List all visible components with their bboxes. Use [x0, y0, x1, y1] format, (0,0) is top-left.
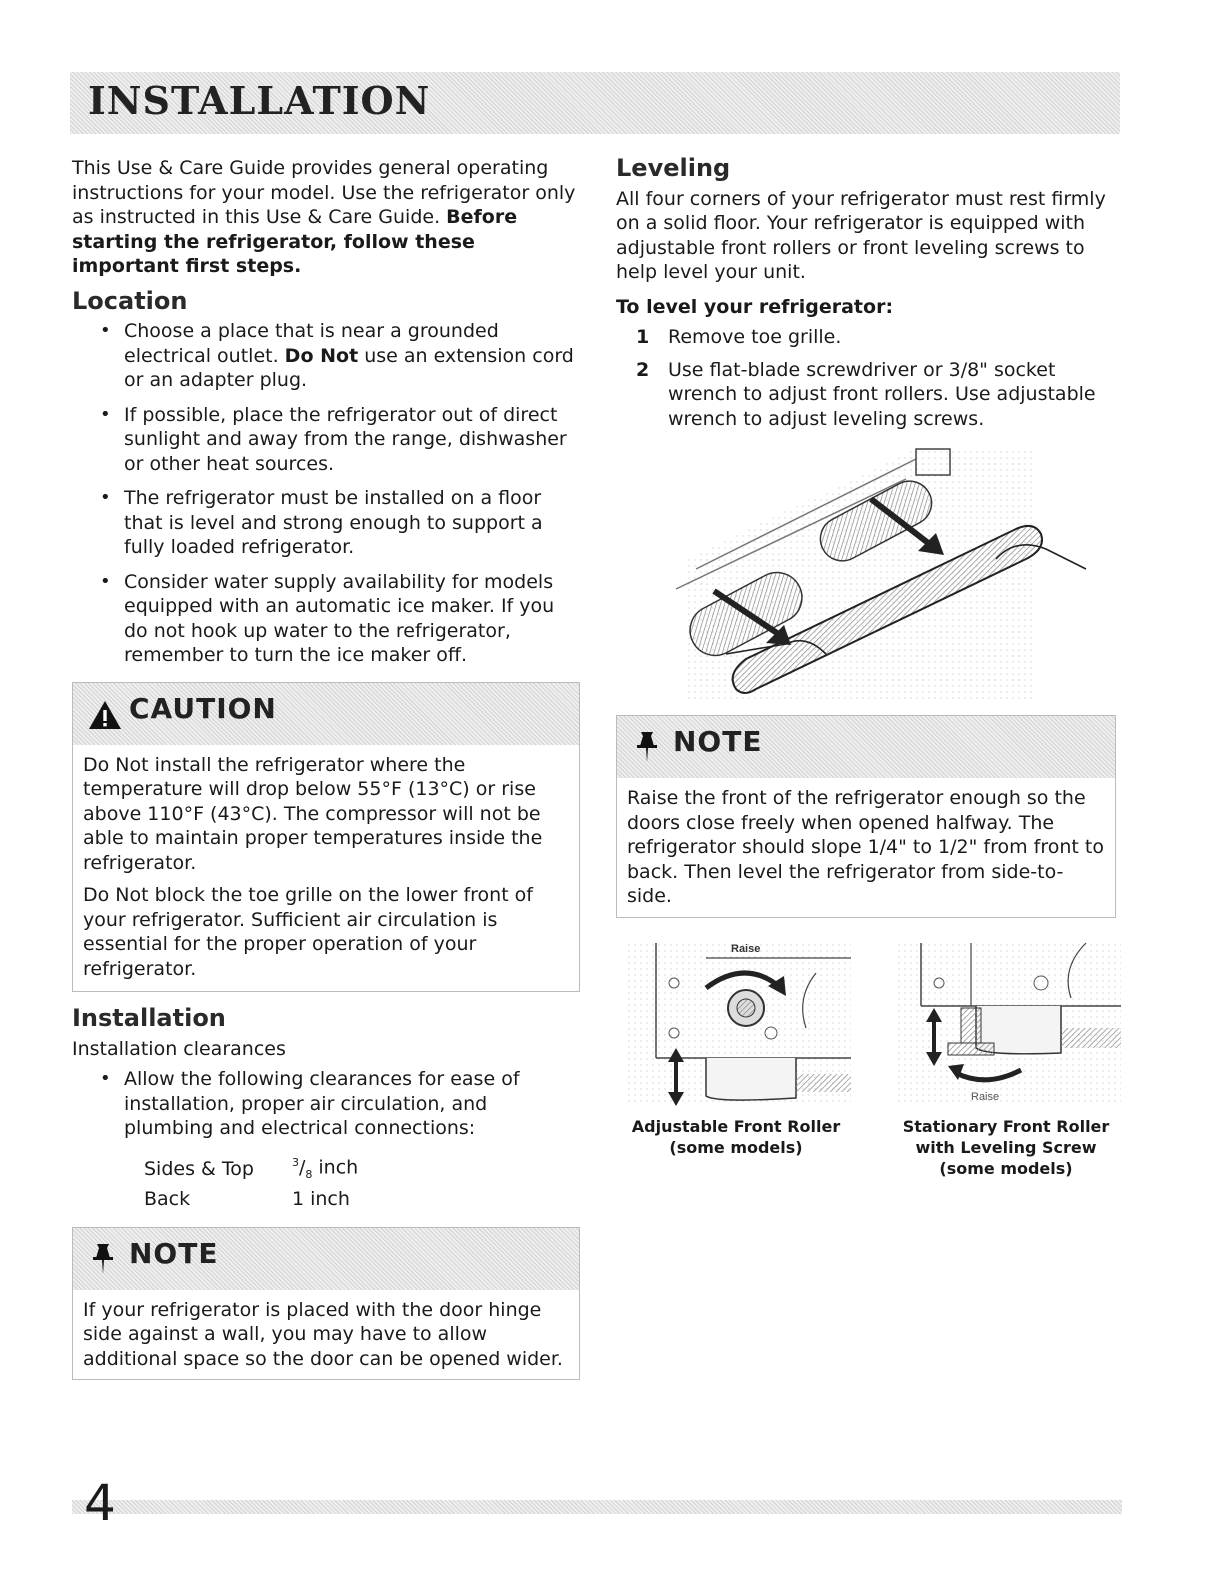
installation-heading: Installation [72, 1004, 226, 1032]
leveling-steps [616, 325, 1116, 431]
intro-text: This Use & Care Guide provides general operating instructions for your model. Use the refrigerator only as instructed in this Use & Care Guide. [72, 157, 576, 228]
adjustable-roller-figure [616, 938, 856, 1159]
note-title: NOTE [673, 725, 763, 758]
table-row [144, 1187, 396, 1211]
note-title: NOTE [129, 1236, 219, 1270]
leveling-subheading: To level your refrigerator: [616, 295, 894, 318]
list-item: • Choose a place that is near a grounded electrical outlet. Do Not use an extension cord or an adapter plug. [124, 319, 580, 393]
location-heading: Location [72, 286, 188, 315]
clearance-value: $^3/_8$ inch [291, 1155, 359, 1181]
raise-label: Raise [971, 1090, 1000, 1103]
caution-text-1: Do Not install the refrigerator where the temperature will drop below 55°F (13°C) or rise above 110°F (43°C). The compressor will not be able to maintain proper temperatures inside the refrigerator. [83, 753, 543, 874]
list-item: 1 Remove toe grille. [636, 326, 842, 348]
list-item: • If possible, place the refrigerator out of direct sunlight and away from the range, dishwasher or other heat sources. [124, 403, 580, 477]
list-item: • Allow the following clearances for ease of installation, proper air circulation, and plumbing and electrical connections: [124, 1067, 580, 1141]
page-title: INSTALLATION [88, 78, 431, 123]
table-row [144, 1151, 396, 1187]
list-item: • The refrigerator must be installed on a floor that is level and strong enough to support a fully loaded refrigerator. [124, 486, 580, 560]
adjustable-roller-illustration [616, 938, 856, 1110]
page-number: 4 [84, 1474, 116, 1532]
clearances-table [144, 1151, 396, 1211]
list-item: • Consider water supply availability for models equipped with an automatic ice maker. If you do not hook up water to the refrigerator, remember to turn the ice maker off. [124, 570, 580, 668]
right-column [616, 156, 1116, 1188]
location-list [72, 319, 580, 668]
clearance-value: 1 inch [291, 1187, 350, 1210]
caution-box [72, 682, 580, 993]
installation-list [72, 1067, 580, 1141]
note-header [73, 1228, 579, 1290]
stationary-roller-illustration [886, 938, 1126, 1110]
leveling-text: All four corners of your refrigerator must rest firmly on a solid floor. Your refrigerator is equipped with adjustable front rollers or front leveling screws to help level your unit. [616, 187, 1106, 283]
note-header [617, 716, 1115, 778]
pushpin-icon [89, 1242, 117, 1276]
roller-figures [616, 938, 1116, 1188]
clearance-label: Sides & Top [144, 1157, 254, 1180]
figure-caption: Stationary Front Roller with Leveling Screw (some models) [902, 1117, 1110, 1178]
note-box-leveling [616, 715, 1116, 918]
leveling-heading: Leveling [616, 154, 731, 182]
stationary-roller-figure [886, 938, 1126, 1180]
raise-label: Raise [731, 942, 761, 955]
toe-grille-illustration [616, 439, 1116, 709]
note-text: If your refrigerator is placed with the door hinge side against a wall, you may have to allow additional space so the door can be opened wider. [83, 1298, 563, 1370]
list-item: 2 Use flat-blade screwdriver or 3/8" socket wrench to adjust front rollers. Use adjustable wrench to adjust leveling screws. [636, 358, 1096, 430]
note-text: Raise the front of the refrigerator enough so the doors close freely when opened halfway. The refrigerator should slope 1/4" to 1/2" from front to back. Then level the refrigerator from side-to-side. [627, 787, 1104, 907]
installation-subheading: Installation clearances [72, 1037, 286, 1060]
clearance-label: Back [144, 1187, 191, 1210]
caution-text-2: Do Not block the toe grille on the lower front of your refrigerator. Sufficient air circulation is essential for the proper operation of your refrigerator. [83, 884, 533, 980]
intro-bold-text: Before starting the refrigerator, follow these important first steps. [72, 206, 518, 277]
warning-icon [87, 699, 123, 731]
figure-caption: Adjustable Front Roller (some models) [631, 1117, 841, 1157]
caution-title: CAUTION [129, 691, 277, 725]
header-banner [70, 72, 1120, 134]
caution-header [73, 683, 579, 745]
note-box [72, 1227, 580, 1381]
footer-bar [72, 1500, 1122, 1514]
pushpin-icon [633, 730, 661, 764]
intro-paragraph [72, 156, 580, 279]
left-column [72, 156, 580, 1394]
